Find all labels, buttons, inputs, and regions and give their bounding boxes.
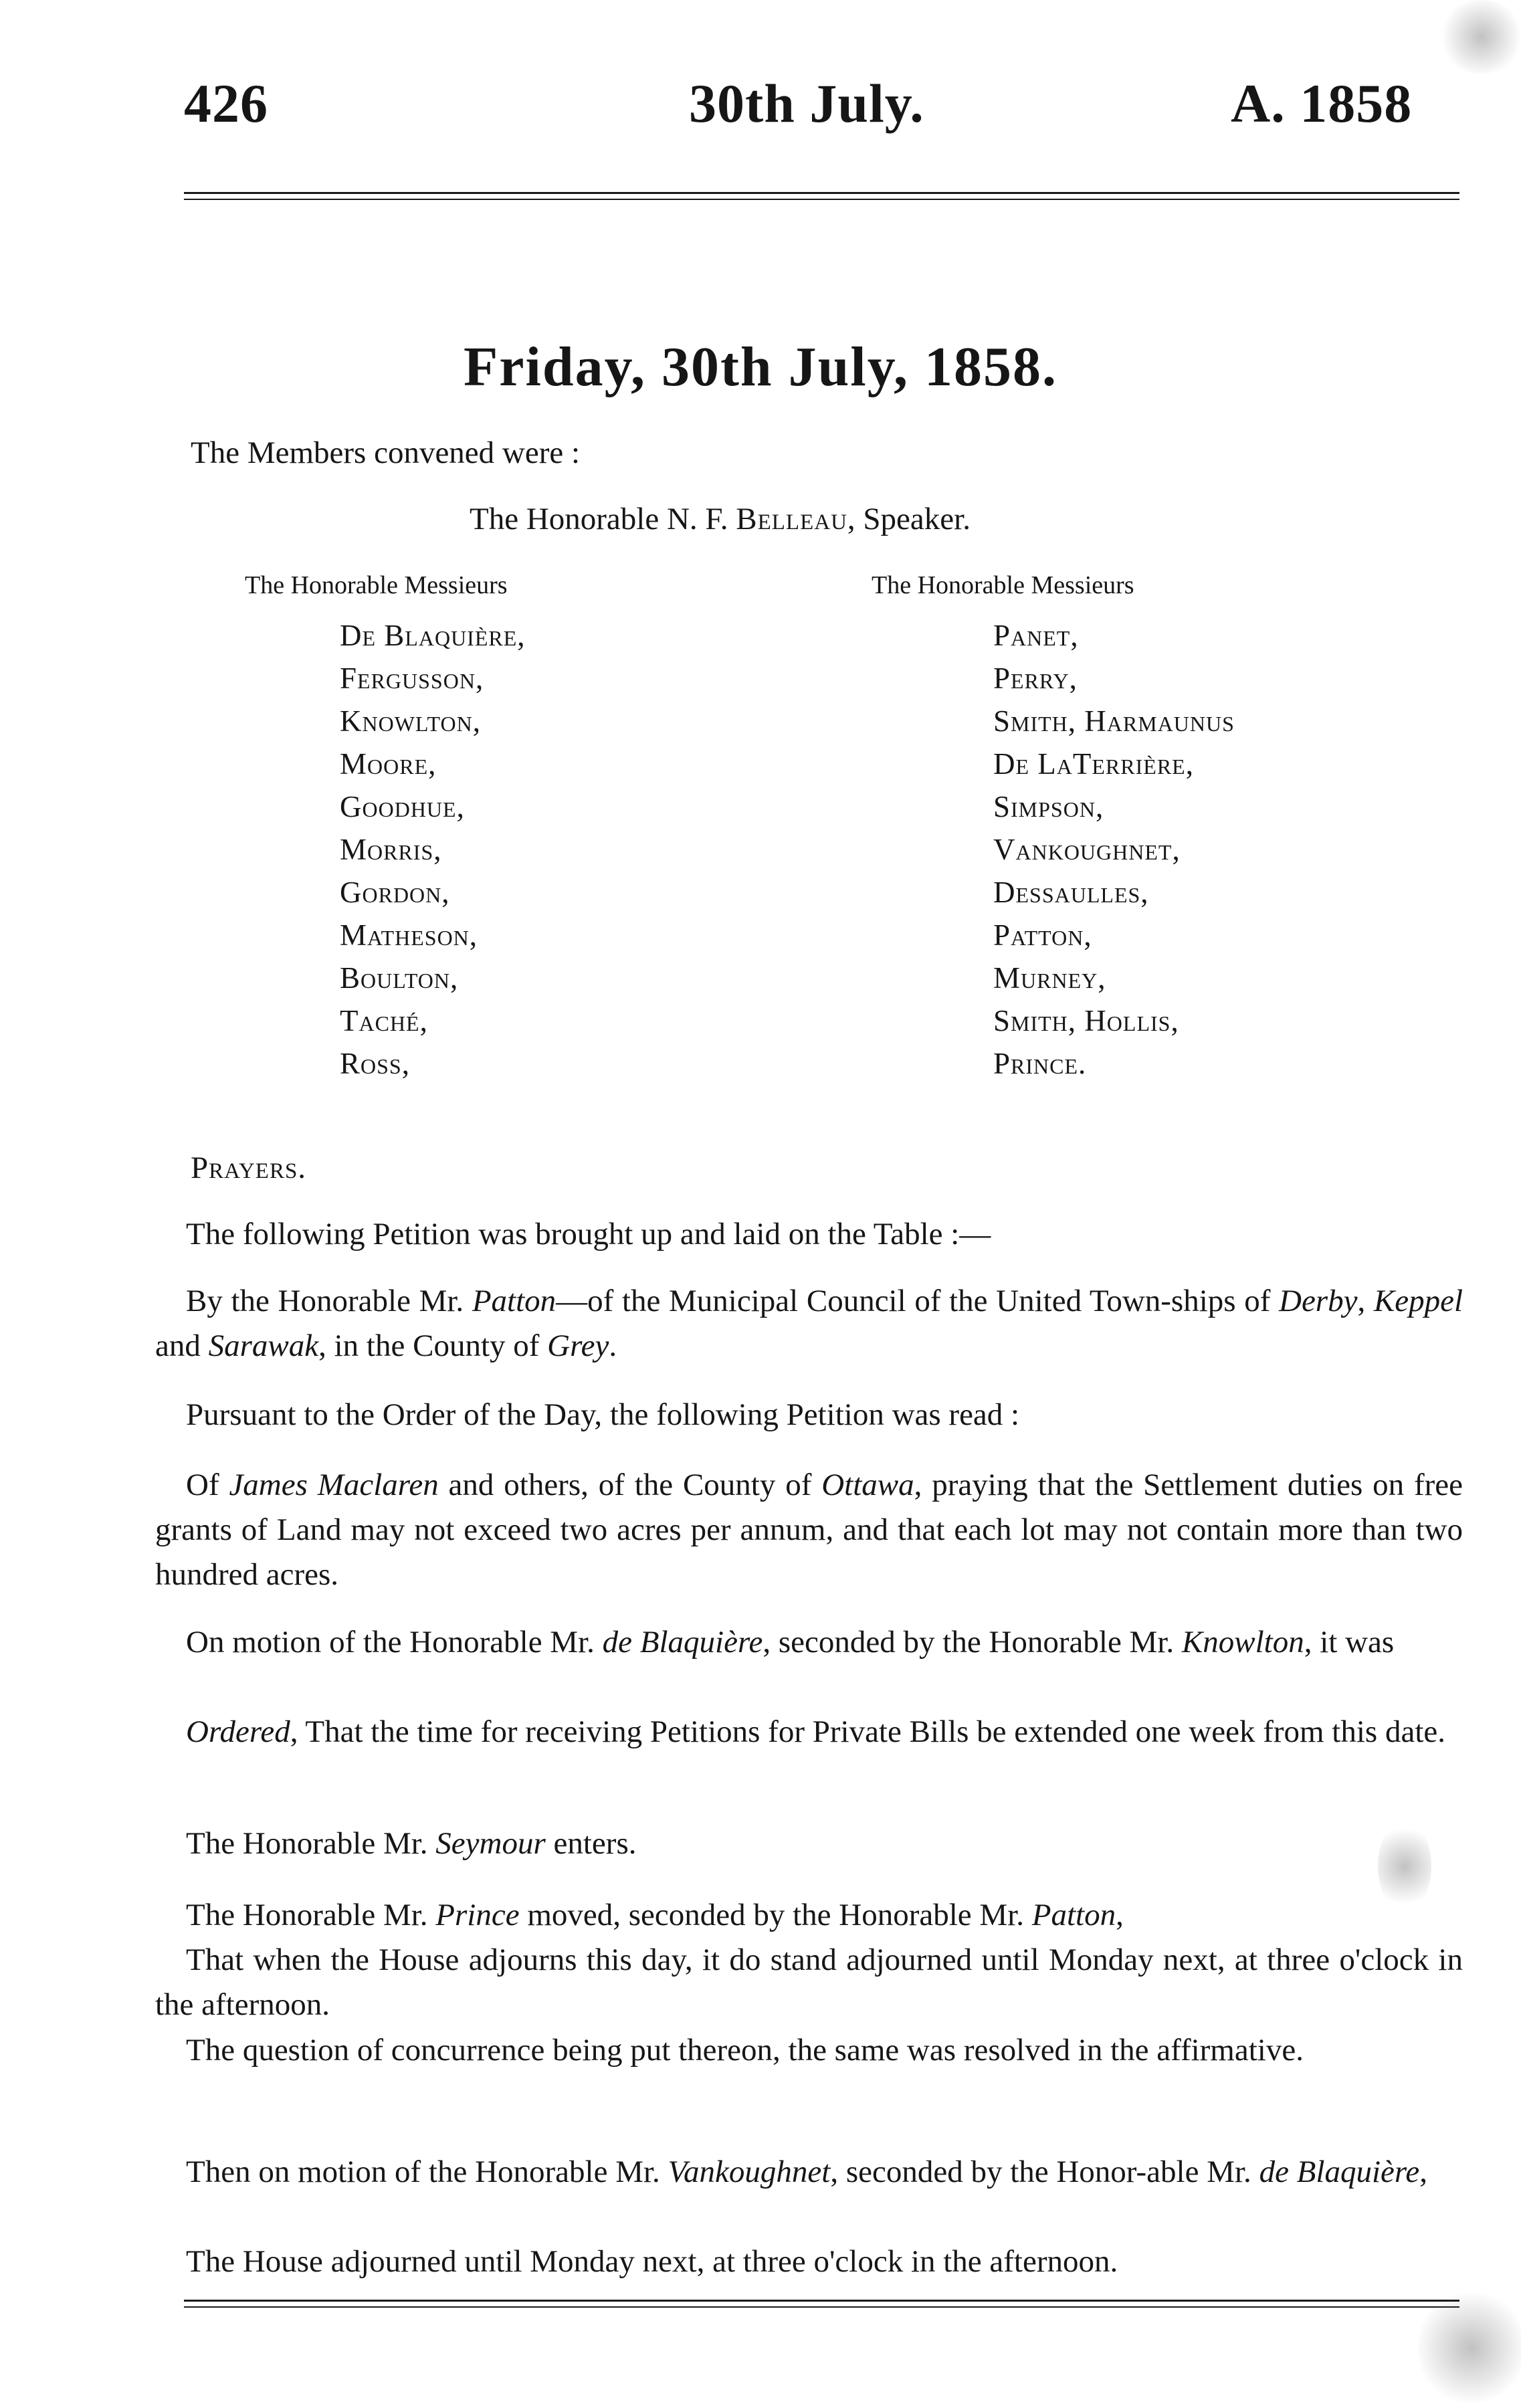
member-name: Perry, (993, 662, 1078, 695)
paragraph-text: and (155, 1328, 209, 1363)
paragraph-text: enters. (545, 1826, 637, 1861)
paragraph-text: Of (186, 1468, 229, 1502)
vankoughnet-motion (155, 2150, 1463, 2195)
header-rule-top (184, 192, 1459, 194)
paragraph-text: , That the time for receiving Petitions for Private Bills be extended one week from this date. (290, 1714, 1445, 1749)
place-name: Ottawa (821, 1468, 914, 1502)
page-number: 426 (184, 73, 268, 134)
paragraph-text: By the Honorable Mr. (186, 1284, 472, 1318)
seymour-enters (155, 1821, 1463, 1866)
place-name: Sarawak (208, 1328, 319, 1363)
paragraph-text: , (1116, 1898, 1124, 1932)
prince-motion (155, 1893, 1463, 1938)
header-year: A. 1858 (1231, 73, 1413, 134)
speaker-suffix: , Speaker. (847, 502, 971, 536)
member-name: Smith, Harmaunus (993, 704, 1235, 738)
member-name: Seymour (435, 1826, 546, 1861)
place-name: Derby (1279, 1284, 1358, 1318)
paragraph-text: . (609, 1328, 617, 1363)
paragraph-text: and others, of the County of (438, 1468, 822, 1502)
patton-petition (155, 1279, 1463, 1369)
member-name: Dessaulles, (993, 876, 1149, 909)
concurrence (155, 2028, 1463, 2073)
member-name: Prince (435, 1898, 520, 1932)
header-rule-bottom (184, 199, 1459, 200)
paragraph-text: , praying that the Settlement duties on free grants of Land may not exceed two acres per annum, and that each lot may not contain more than two hundred acres. (155, 1468, 1463, 1592)
member-name: Knowlton (1181, 1625, 1304, 1660)
house-adjourned (155, 2239, 1463, 2284)
convened-line: The Members convened were : (191, 435, 581, 470)
member-name: Boulton, (340, 961, 459, 995)
member-name: De Blaquière, (340, 619, 526, 652)
member-name: Simpson, (993, 790, 1104, 823)
paragraph-text: moved, seconded by the Honorable Mr. (519, 1898, 1032, 1932)
paragraph-text: Then on motion of the Honorable Mr. (186, 2154, 668, 2189)
paragraph-text: The Honorable Mr. (186, 1826, 436, 1861)
ordered-word: Ordered (186, 1714, 290, 1749)
place-name: Keppel (1373, 1284, 1463, 1318)
paragraph-text: The following Petition was brought up and laid on the Table :— (186, 1217, 991, 1251)
paragraph-text: The Honorable Mr. (186, 1898, 436, 1932)
member-name: Patton (1031, 1898, 1116, 1932)
footer-rule-bottom (184, 2306, 1459, 2308)
paragraph-text: Pursuant to the Order of the Day, the following Petition was read : (186, 1397, 1020, 1432)
paragraph-text: , seconded by the Honorable Mr. (763, 1625, 1182, 1660)
paragraph-text: The House adjourned until Monday next, at three o'clock in the afternoon. (186, 2244, 1118, 2279)
header-date: 30th July. (689, 73, 924, 134)
member-name: De LaTerrière, (993, 747, 1194, 781)
paragraph-text: —of the Municipal Council of the United Town-ships of (556, 1284, 1279, 1318)
paragraph-text: , (1419, 2154, 1428, 2189)
member-name: Goodhue, (340, 790, 465, 823)
left-members-list (340, 614, 526, 1085)
footer-rule-top (184, 2300, 1459, 2302)
paragraph-text: , seconded by the Honor-able Mr. (830, 2154, 1259, 2189)
paragraph-text: The question of concurrence being put thereon, the same was resolved in the affirmative. (186, 2033, 1304, 2068)
place-name: Grey (547, 1328, 609, 1363)
left-column-header: The Honorable Messieurs (245, 571, 508, 599)
member-name: Moore, (340, 747, 437, 781)
member-name: Murney, (993, 961, 1106, 995)
adjourn-resolution (155, 1938, 1463, 2027)
member-name: de Blaquière (1259, 2154, 1420, 2189)
right-column-header: The Honorable Messieurs (872, 571, 1134, 599)
member-name: Taché, (340, 1004, 428, 1037)
prayers-heading: Prayers. (191, 1150, 307, 1185)
member-name: Matheson, (340, 918, 478, 952)
member-name: Patton (472, 1284, 556, 1318)
petition-brought-up (155, 1212, 1463, 1257)
member-name: Ross, (340, 1047, 410, 1080)
scan-noise (1418, 2288, 1521, 2408)
motion-de-blaquiere (155, 1620, 1463, 1665)
paragraph-text: , in the County of (318, 1328, 548, 1363)
member-name: Vankoughnet (668, 2154, 831, 2189)
right-members-list (993, 614, 1235, 1085)
page-title: Friday, 30th July, 1858. (463, 336, 1058, 398)
scan-noise (1438, 0, 1521, 74)
speaker-line (470, 496, 971, 542)
member-name: de Blaquière (602, 1625, 763, 1660)
paragraph-text: , (1357, 1284, 1374, 1318)
paragraph-text: On motion of the Honorable Mr. (186, 1625, 603, 1660)
member-name: Panet, (993, 619, 1079, 652)
member-name: Fergusson, (340, 662, 484, 695)
ordered-extension (155, 1710, 1463, 1754)
member-name: Patton, (993, 918, 1092, 952)
speaker-name: Belleau (736, 502, 847, 536)
member-name: Prince. (993, 1047, 1087, 1080)
paragraph-text: That when the House adjourns this day, it do stand adjourned until Monday next, at three o'clock in the afternoon. (155, 1942, 1463, 2022)
member-name: Gordon, (340, 876, 450, 909)
member-name: Vankoughnet, (993, 833, 1181, 866)
order-of-day (155, 1393, 1463, 1437)
scan-noise (1378, 1819, 1431, 1913)
paragraph-text: , it was (1304, 1625, 1395, 1660)
member-name: Morris, (340, 833, 442, 866)
member-name: Knowlton, (340, 704, 481, 738)
maclaren-petition (155, 1463, 1463, 1597)
person-name: James Maclaren (229, 1468, 439, 1502)
member-name: Smith, Hollis, (993, 1004, 1179, 1037)
speaker-prefix: The Honorable N. F. (470, 502, 728, 536)
